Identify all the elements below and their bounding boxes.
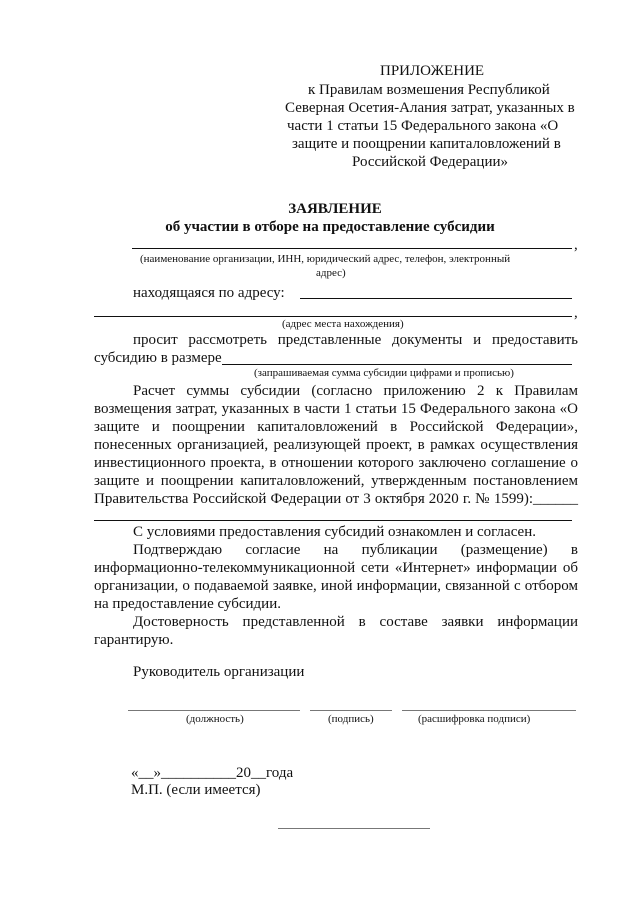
subsidy-amount-line[interactable]	[222, 364, 572, 365]
calc-line-2: возмещения затрат, указанных в части 1 статьи 15 Федерального закона «О	[94, 401, 578, 417]
address-comma: ,	[574, 305, 578, 321]
document-subtitle: об участии в отборе на предоставление субсидии	[165, 219, 495, 235]
document-title: ЗАЯВЛЕНИЕ	[288, 201, 382, 217]
appendix-line-1: к Правилам возмешения Республикой	[308, 82, 550, 98]
signature-caption: (подпись)	[328, 713, 374, 725]
subsidy-amount-caption: (запрашиваемая сумма субсидии цифрами и прописью)	[254, 367, 514, 379]
calc-line-6: защите и поощрении капиталовложений, утвержденным постановлением	[94, 473, 578, 489]
signature-line[interactable]	[310, 710, 392, 711]
calc-line-3: защите и поощрении капиталовложений в Российской Федерации»,	[94, 419, 578, 435]
appendix-line-3: части 1 статьи 15 Федерального закона «О	[287, 118, 559, 134]
position-caption: (должность)	[186, 713, 244, 725]
agreement-p3-line-1: Достоверность представленной в составе заявки информации	[133, 614, 578, 630]
bottom-line	[278, 828, 430, 829]
agreement-p2-line-3: организации, о подаваемой заявке, иной информации, связанной с отбором	[94, 578, 578, 594]
address-line-2[interactable]	[94, 316, 572, 317]
agreement-p1: С условиями предоставления субсидий ознакомлен и согласен.	[133, 524, 536, 540]
calc-amount-line[interactable]	[94, 520, 572, 521]
calc-line-7: Правительства Российской Федерации от 3 октября 2020 г. № 1599):______	[94, 491, 578, 507]
appendix-line-4: защите и поощрении капиталовложений в	[292, 136, 561, 152]
agreement-p2-line-4: на предоставление субсидии.	[94, 596, 281, 612]
appendix-line-2: Северная Осетия-Алания затрат, указанных в	[285, 100, 575, 116]
org-name-caption-1: (наименование организации, ИНН, юридический адрес, телефон, электронный	[140, 253, 511, 265]
calc-line-5: инвестиционного проекта, в отношении которого заключено соглашение о	[94, 455, 578, 471]
address-label: находящаяся по адресу:	[133, 285, 285, 301]
agreement-p2-line-1: Подтверждаю согласие на публикации (размещение) в	[133, 542, 578, 558]
request-line-1: просит рассмотреть представленные документы и предоставить	[133, 332, 578, 348]
request-line-2: субсидию в размере	[94, 350, 222, 366]
date-line[interactable]: «__»__________20__года	[131, 765, 294, 781]
org-name-comma: ,	[574, 237, 578, 253]
signature-decode-line[interactable]	[402, 710, 576, 711]
address-line-1[interactable]	[300, 298, 572, 299]
appendix-line-5: Российской Федерации»	[352, 154, 509, 170]
signature-decode-caption: (расшифровка подписи)	[418, 713, 531, 725]
agreement-p3-line-2: гарантирую.	[94, 632, 174, 648]
head-of-organization-label: Руководитель организации	[133, 664, 305, 680]
stamp-label: М.П. (если имеется)	[131, 782, 261, 798]
position-line[interactable]	[128, 710, 300, 711]
calc-line-4: понесенных организацией, реализующей проект, в рамках осуществления	[94, 437, 578, 453]
org-name-caption-2: адрес)	[316, 267, 346, 279]
address-caption: (адрес места нахождения)	[282, 318, 404, 330]
calc-line-1: Расчет суммы субсидии (согласно приложению 2 к Правилам	[133, 383, 578, 399]
appendix-title: ПРИЛОЖЕНИЕ	[380, 63, 485, 79]
agreement-p2-line-2: информационно-телекоммуникационной сети «Интернет» информации об	[94, 560, 578, 576]
org-name-line[interactable]	[132, 248, 572, 249]
